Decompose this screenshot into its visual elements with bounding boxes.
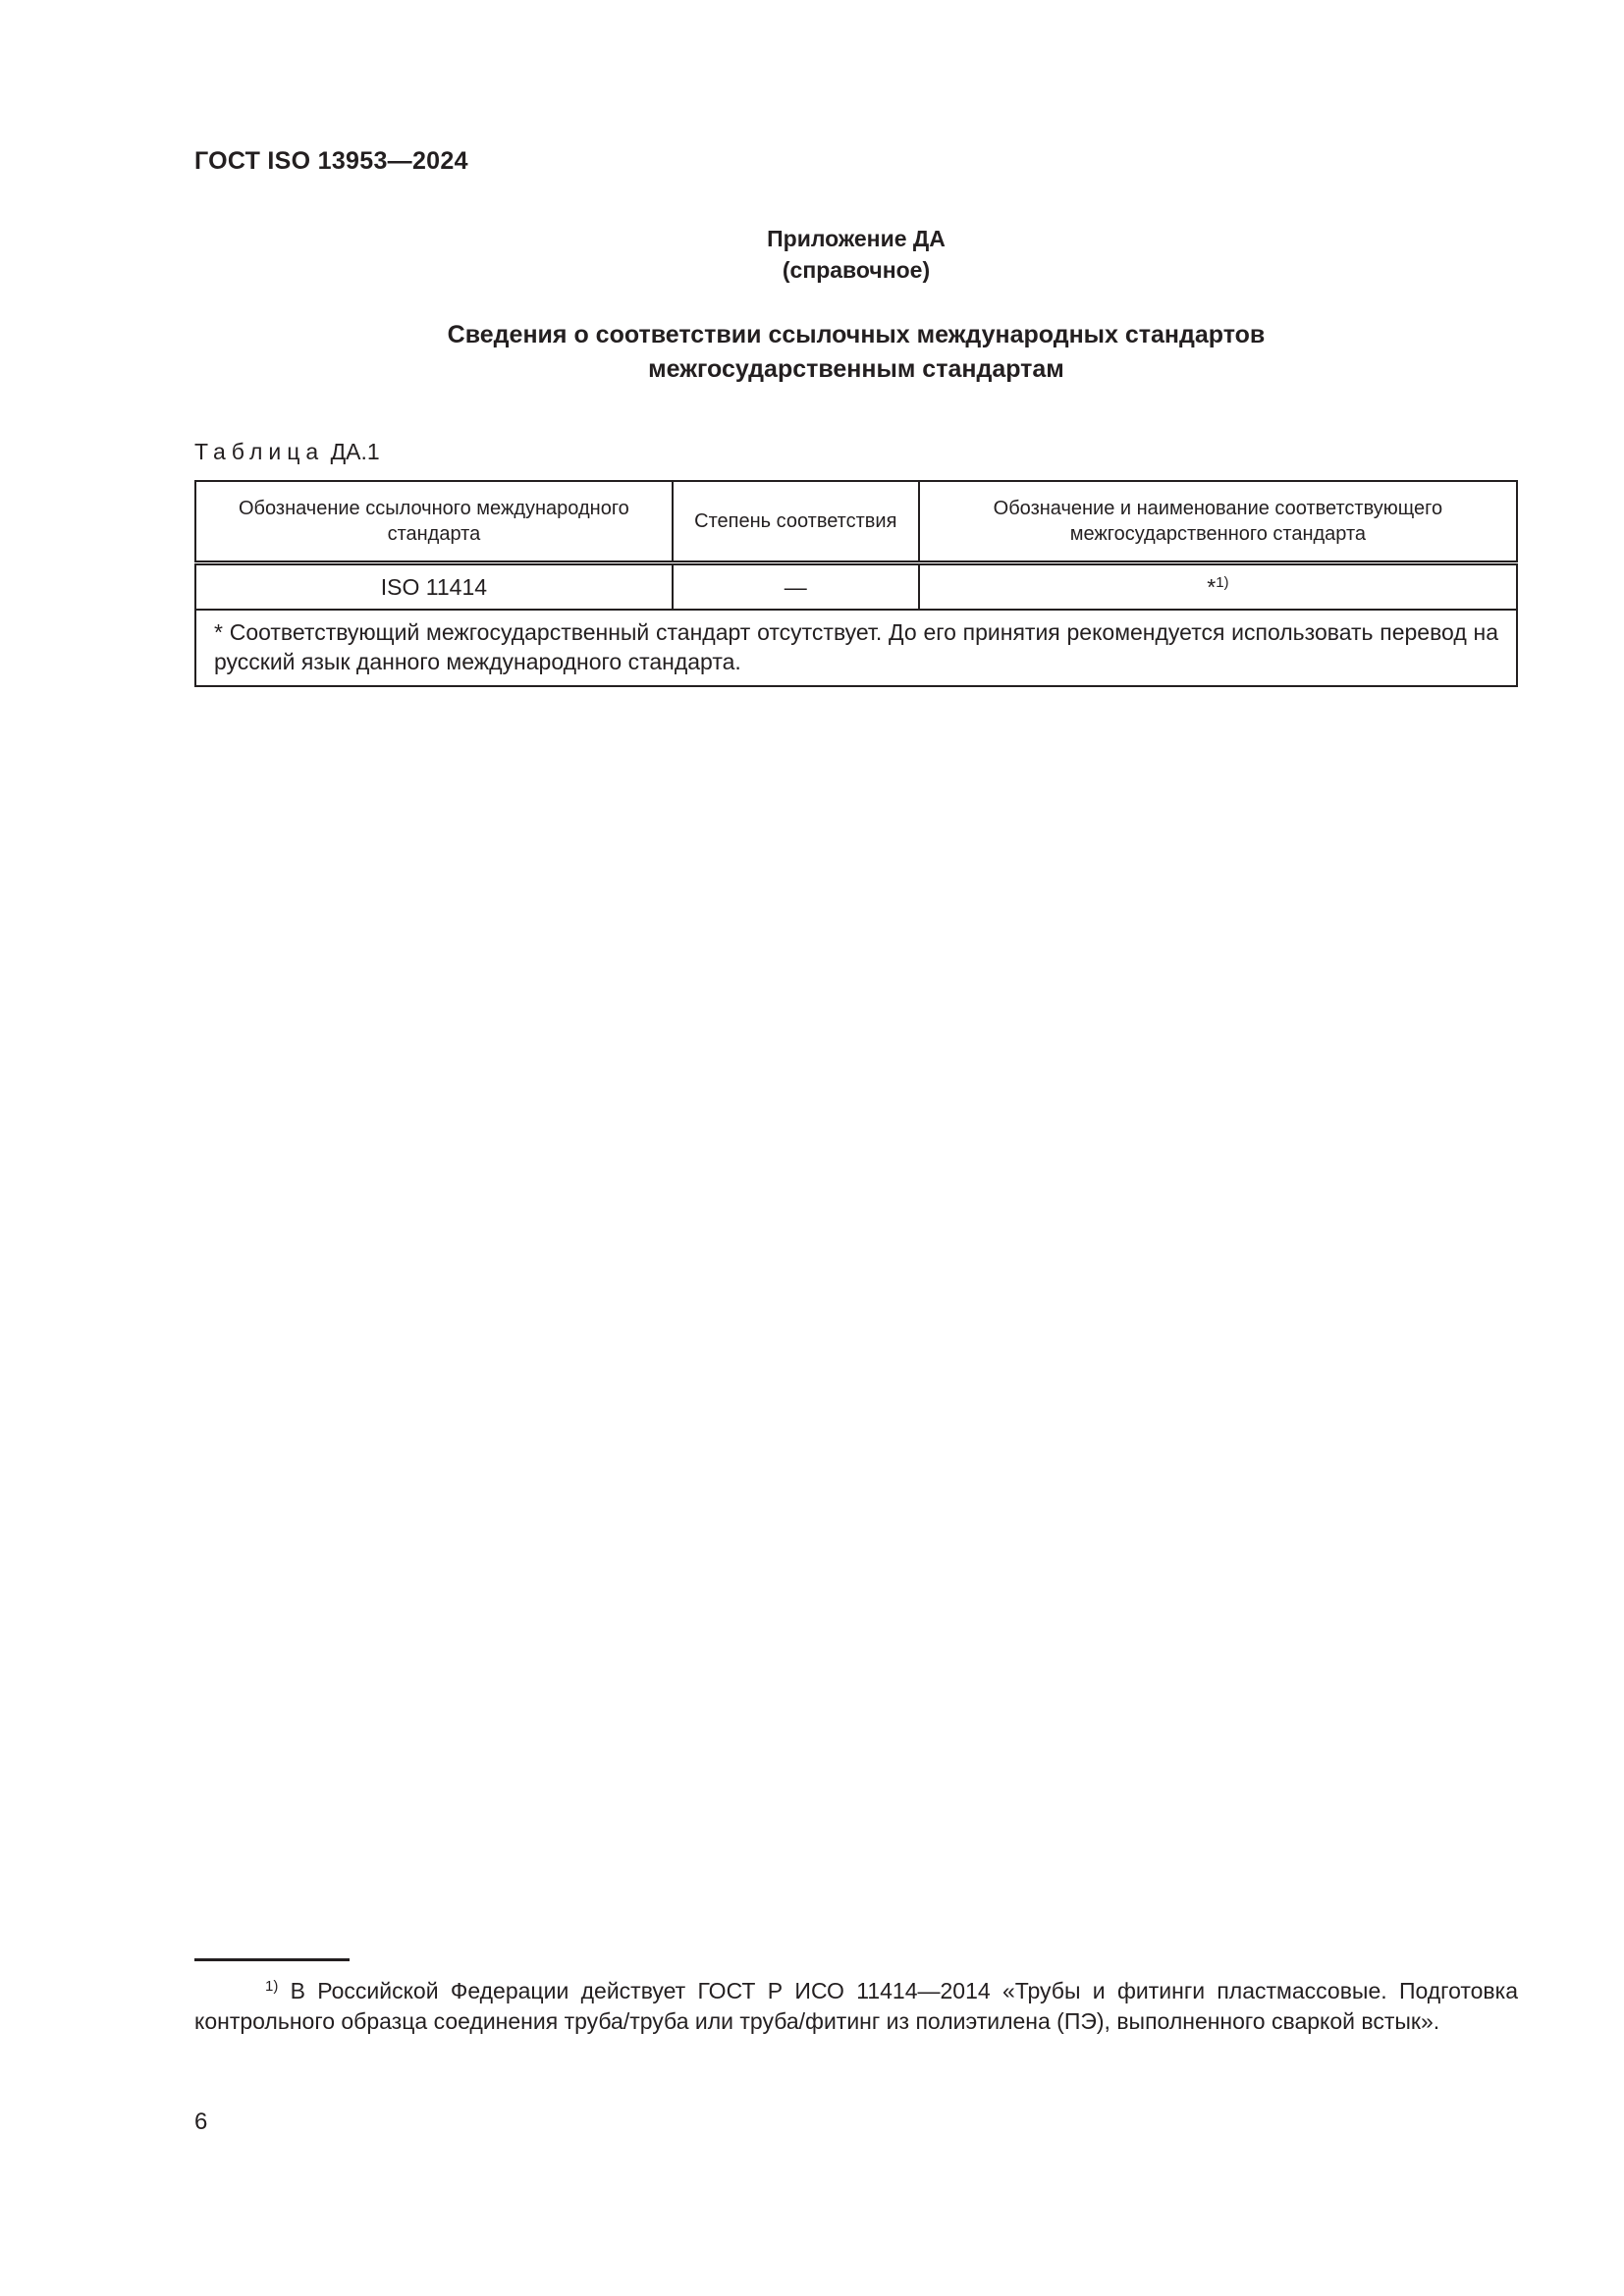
footnote-marker: 1) bbox=[265, 1978, 279, 1995]
correspondence-table bbox=[194, 480, 1518, 687]
footnote-reference: 1) bbox=[1216, 573, 1229, 591]
annex-heading-line-2: межгосударственным стандартам bbox=[648, 355, 1064, 383]
cell-interstate-mark: * bbox=[1207, 573, 1217, 600]
table-note: * Соответствующий межгосударственный стандарт отсутствует. До его принятия рекомендуется использовать перевод на русский язык данного международного стандарта. bbox=[195, 610, 1517, 686]
table-row bbox=[195, 563, 1517, 611]
header-cell-degree: Степень соответствия bbox=[673, 481, 919, 563]
footnote bbox=[194, 1976, 1518, 2037]
table-caption bbox=[194, 439, 380, 465]
footnote-separator bbox=[194, 1958, 350, 1961]
annex-heading-line-1: Сведения о соответствии ссылочных международных стандартов bbox=[447, 321, 1266, 348]
cell-degree: — bbox=[673, 563, 919, 611]
header-cell-international: Обозначение ссылочного международного стандарта bbox=[195, 481, 673, 563]
document-code: ГОСТ ISO 13953—2024 bbox=[194, 147, 468, 175]
page-number: 6 bbox=[194, 2109, 208, 2135]
cell-designation: ISO 11414 bbox=[195, 563, 673, 611]
cell-interstate-standard bbox=[919, 563, 1517, 611]
table-caption-word: Таблица bbox=[194, 439, 325, 464]
header-cell-interstate: Обозначение и наименование соответствующего межгосударственного стандарта bbox=[919, 481, 1517, 563]
annex-heading bbox=[194, 318, 1518, 387]
table-caption-id: ДА.1 bbox=[330, 439, 380, 464]
table-header-row bbox=[195, 481, 1517, 563]
annex-subtitle: (справочное) bbox=[782, 257, 931, 283]
annex-title: Приложение ДА bbox=[767, 226, 946, 251]
footnote-text: В Российской Федерации действует ГОСТ Р ИСО 11414—2014 «Трубы и фитинги пластмассовые. Подготовка контрольного образца соединения труба/труба или труба/фитинг из полиэтилена (ПЭ), выполненного сваркой встык». bbox=[194, 1978, 1518, 2034]
table-note-row bbox=[195, 610, 1517, 686]
